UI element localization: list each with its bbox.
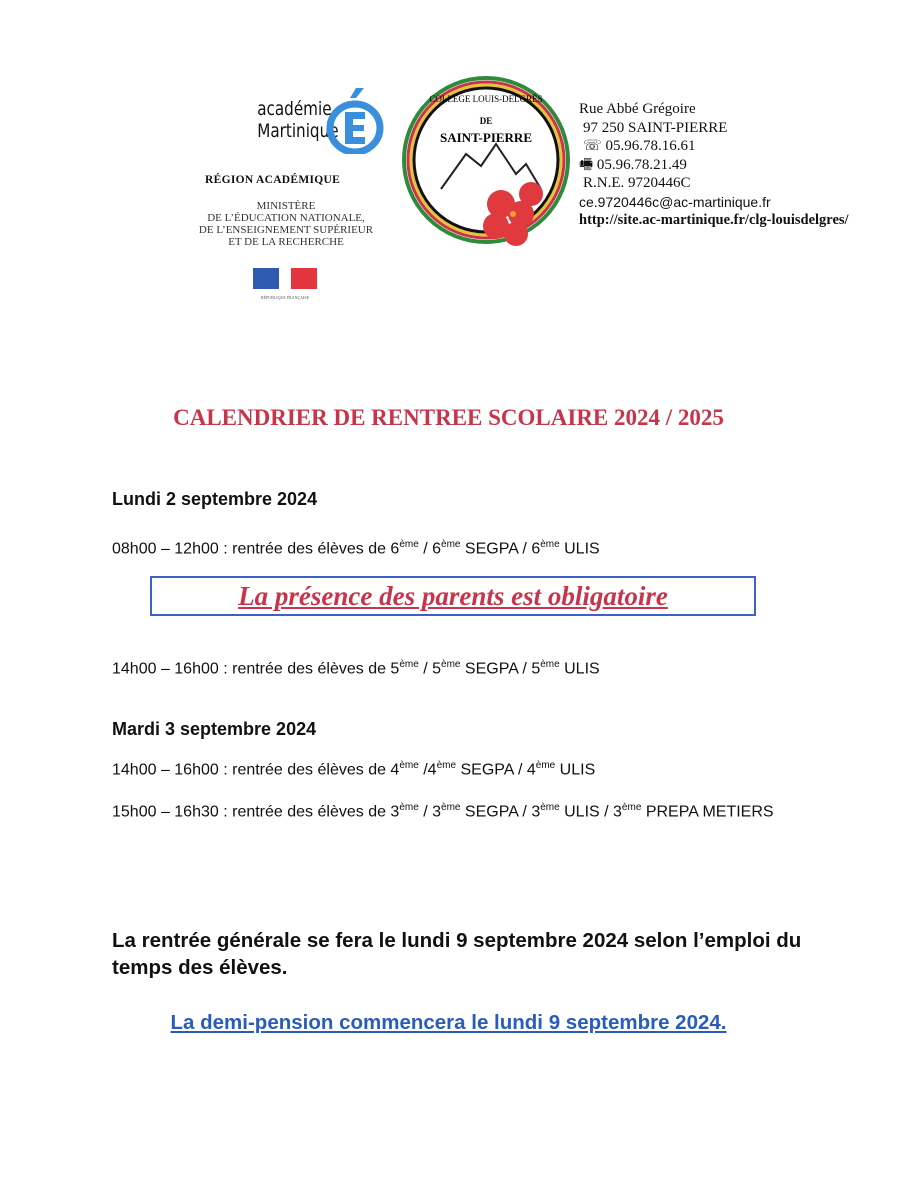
address-city: 97 250 SAINT-PIERRE <box>583 119 728 136</box>
website-link[interactable]: http://site.ac-martinique.fr/clg-louisdelgres/ <box>579 212 849 228</box>
phone-icon: ☏ <box>583 138 602 154</box>
svg-text:SAINT-PIERRE: SAINT-PIERRE <box>440 130 532 145</box>
ministry-line: ET DE LA RECHERCHE <box>228 236 344 248</box>
demi-pension-notice: La demi-pension commencera le lundi 9 septembre 2024. <box>170 1011 727 1034</box>
email-link[interactable]: ce.9720446c@ac-martinique.fr <box>579 193 771 210</box>
day2-schedule-1: 14h00 – 16h00 : rentrée des élèves de 4ème /4ème SEGPA / 4ème ULIS <box>112 760 596 779</box>
day2-schedule-2: 15h00 – 16h30 : rentrée des élèves de 3ème / 3ème SEGPA / 3ème ULIS / 3ème PREPA METIERS <box>112 802 774 821</box>
academie-logo-text <box>257 98 339 142</box>
logo-line: académie <box>257 98 332 120</box>
day1-schedule-1: 08h00 – 12h00 : rentrée des élèves de 6ème / 6ème SEGPA / 6ème ULIS <box>112 539 600 558</box>
fax-icon: 🖷 <box>579 156 594 173</box>
ministry-line: DE L’ÉDUCATION NATIONALE, <box>207 212 365 224</box>
parents-notice: La présence des parents est obligatoire <box>238 581 668 611</box>
academie-e-logo <box>326 88 384 154</box>
rne-code: R.N.E. 9720446C <box>583 175 691 191</box>
ministry-label <box>180 200 392 248</box>
general-start-notice: La rentrée générale se fera le lundi 9 septembre 2024 selon l’emploi du temps des élèves. <box>112 929 802 979</box>
contact-block <box>579 100 849 230</box>
logo-line: Martinique <box>257 120 339 142</box>
fax-number: 05.96.78.21.49 <box>596 156 687 173</box>
svg-text:DE: DE <box>479 116 493 126</box>
parents-notice-box <box>150 576 756 616</box>
day2-heading: Mardi 3 septembre 2024 <box>112 719 317 739</box>
republic-logo: RÉPUBLIQUE FRANÇAISE <box>253 268 317 304</box>
ministry-line: MINISTÈRE <box>256 200 316 212</box>
region-label: RÉGION ACADÉMIQUE <box>205 174 341 186</box>
day1-schedule-2: 14h00 – 16h00 : rentrée des élèves de 5ème / 5ème SEGPA / 5ème ULIS <box>112 659 600 678</box>
ministry-line: DE L’ENSEIGNEMENT SUPÉRIEUR <box>198 224 374 236</box>
document-title: CALENDRIER DE RENTREE SCOLAIRE 2024 / 2025 <box>173 405 724 430</box>
address-street: Rue Abbé Grégoire <box>579 101 696 117</box>
college-logo <box>396 74 576 254</box>
day1-heading: Lundi 2 septembre 2024 <box>112 489 318 509</box>
phone-number: 05.96.78.16.61 <box>605 138 696 154</box>
svg-text:COLLEGE LOUIS-DELGRÈS: COLLEGE LOUIS-DELGRÈS <box>429 94 543 104</box>
